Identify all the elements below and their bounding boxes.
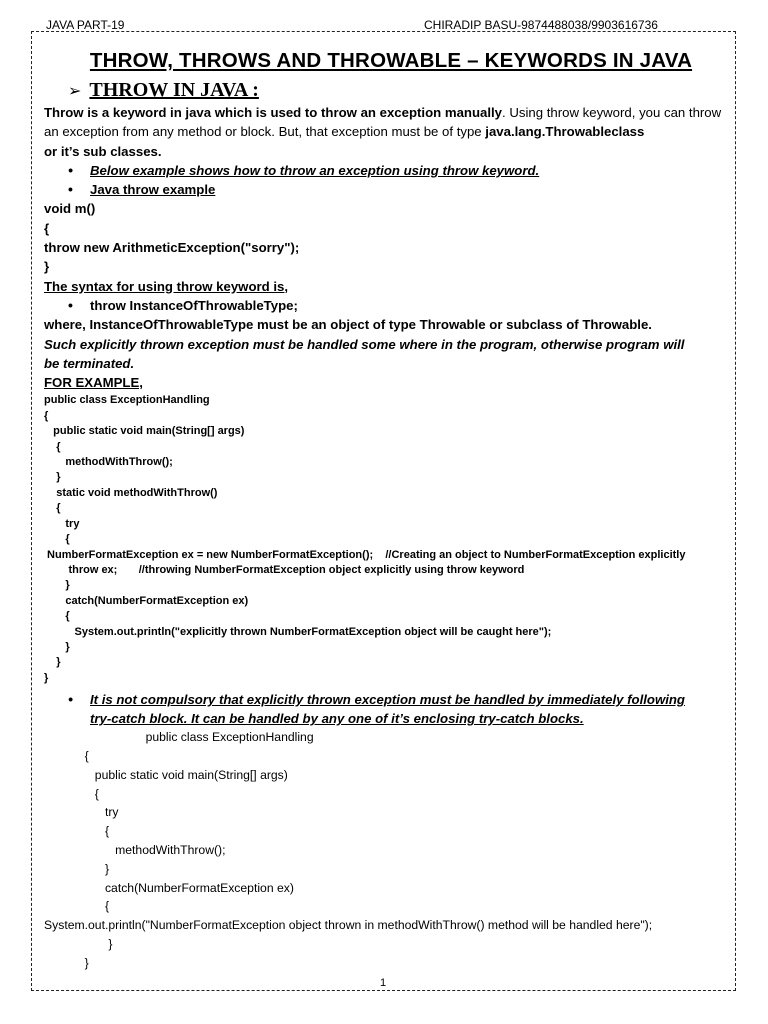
code-line: catch(NumberFormatException ex) xyxy=(44,880,294,895)
arrow-bullet-icon: ➢ xyxy=(68,81,82,100)
code-line: try xyxy=(44,805,119,820)
code-block-1 xyxy=(44,393,734,686)
code-line: { xyxy=(44,610,70,623)
note-text: Such explicitly thrown exception must be handled some where in the program, otherwise program will be terminated. xyxy=(44,336,685,371)
section-heading-text: THROW IN JAVA : xyxy=(89,79,259,101)
code-line: public static void main(String[] args) xyxy=(44,425,245,438)
code-line: } xyxy=(44,936,113,951)
code-line: { xyxy=(44,824,110,839)
page-content xyxy=(44,46,734,973)
page-title: THROW, THROWS AND THROWABLE – KEYWORDS IN JAVA xyxy=(89,49,693,72)
header-right: CHIRADIP BASU-9874488038/9903616736 xyxy=(424,18,658,32)
intro-end: or it’s sub classes. xyxy=(44,143,162,159)
intro-type: java.lang.Throwableclass xyxy=(485,124,645,140)
code-line: { xyxy=(44,409,49,422)
example-code-line: void m() xyxy=(44,201,96,217)
header-left: JAVA PART-19 xyxy=(46,18,125,32)
code-line: } xyxy=(44,656,61,669)
code-line: { xyxy=(44,748,89,763)
code-line: throw ex; //throwing NumberFormatException object explicitly using throw keyword xyxy=(44,563,525,576)
code-line: System.out.println("explicitly thrown NumberFormatException object will be caught here"); xyxy=(44,625,552,638)
where-text: where, InstanceOfThrowableType must be an object of type Throwable or subclass of Throwable. xyxy=(44,317,652,333)
code-line: } xyxy=(44,861,110,876)
code-line: } xyxy=(44,671,49,684)
code-line: public class ExceptionHandling xyxy=(44,730,314,745)
code-line: public class ExceptionHandling xyxy=(44,394,210,407)
for-example-heading: FOR EXAMPLE, xyxy=(44,375,143,391)
code-line: static void methodWithThrow() xyxy=(44,486,218,499)
intro-paragraph xyxy=(44,103,734,161)
code-line: { xyxy=(44,786,99,801)
syntax-bullet: • throw InstanceOfThrowableType; xyxy=(44,296,734,315)
code-line: { xyxy=(44,533,70,546)
code-line: methodWithThrow(); xyxy=(44,456,173,469)
example-code-line: throw new ArithmeticException("sorry"); xyxy=(44,240,300,256)
code-line: System.out.println("NumberFormatException object thrown in methodWithThrow() method will be handled here"); xyxy=(44,918,653,933)
code-line: { xyxy=(44,440,61,453)
section-heading xyxy=(68,78,734,103)
example-code-line: } xyxy=(44,259,50,275)
code-line: { xyxy=(44,899,110,914)
example-code-line: { xyxy=(44,220,50,236)
page-number: 1 xyxy=(380,977,387,989)
intro-bold: Throw is a keyword in java which is used to throw an exception manually xyxy=(44,105,503,120)
code-line: } xyxy=(44,579,70,592)
bullet-not-compulsory: • It is not compulsory that explicitly thrown exception must be handled by immediately following try-catch block. It can be handled by any one of it’s enclosing try-catch blocks. xyxy=(44,690,702,728)
code-line: catch(NumberFormatException ex) xyxy=(44,594,249,607)
code-block-2 xyxy=(44,728,734,972)
bullet-example-note: • Below example shows how to throw an exception using throw keyword. xyxy=(44,161,734,180)
code-line: public static void main(String[] args) xyxy=(44,767,288,782)
code-line: methodWithThrow(); xyxy=(44,842,226,857)
syntax-heading: The syntax for using throw keyword is, xyxy=(44,278,289,294)
code-line: } xyxy=(44,471,61,484)
code-line: } xyxy=(44,640,70,653)
intro-rest: . Using throw keyword, you can throw an exception from any method or block. But, that exception must be of type xyxy=(44,105,722,140)
code-line: } xyxy=(44,955,89,970)
code-line: { xyxy=(44,502,61,515)
code-line: NumberFormatException ex = new NumberFormatException(); //Creating an object to NumberFormatException explicitly xyxy=(44,548,686,561)
bullet-java-throw-example: • Java throw example xyxy=(44,180,734,199)
code-line: try xyxy=(44,517,80,530)
